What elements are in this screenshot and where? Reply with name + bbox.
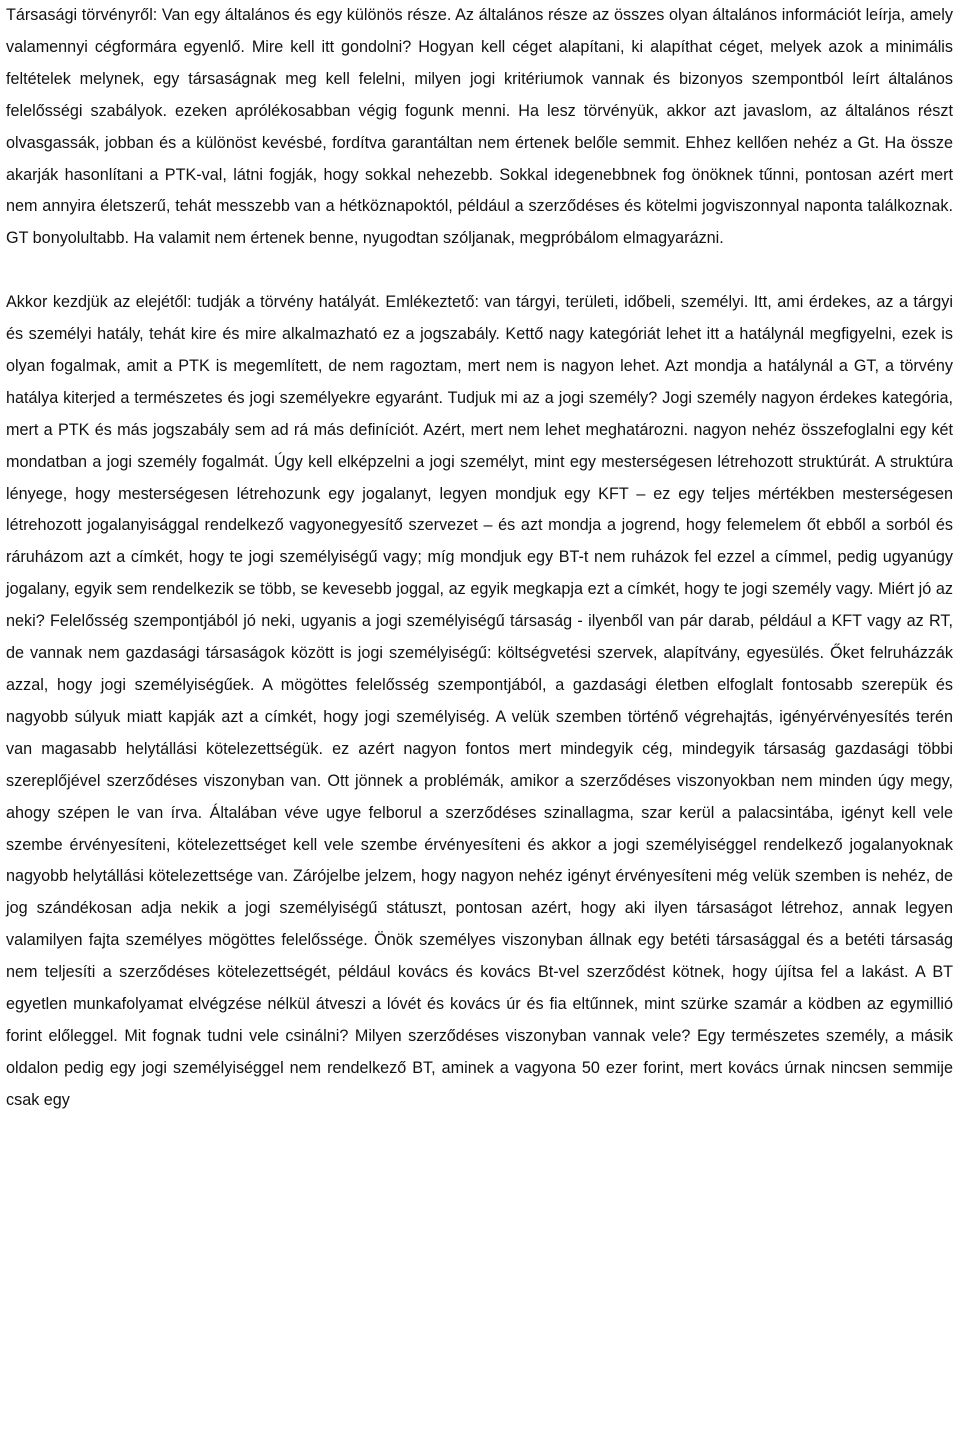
paragraph-scope: Akkor kezdjük az elejétől: tudják a törvény hatályát. Emlékeztető: van tárgyi, területi, időbeli, személyi. Itt, ami érdekes, az a tárgyi és személyi hatály, tehát kire és mire alkalmazható ez a jogszabály. Kettő nagy kategóriát lehet itt a hatálynál megfigyelni, ezek is olyan fogalmak, amit a PTK is megemlített, de nem ragoztam, mert nem is nagyon lehet. Azt mondja a hatálynál a GT, a törvény hatálya kiterjed a természetes és jogi személyekre egyaránt. Tudjuk mi az a jogi személy? Jogi személy nagyon érdekes kategória, mert a PTK és más jogszabály sem ad rá más definíciót. Azért, mert nem lehet meghatározni. nagyon nehéz összefoglalni egy két mondatban a jogi személy fogalmát. Úgy kell elképzelni a jogi személyt, mint egy mesterségesen létrehozott struktúrát. A struktúra lényege, hogy mesterségesen létrehozunk egy jogalanyt, legyen mondjuk egy KFT – ez egy teljes mértékben mesterségesen létrehozott jogalanyisággal rendelkező vagyonegyesítő szervezet – és azt mondja a jogrend, hogy felemelem őt ebből a sorból és ráruházom azt a címkét, hogy te jogi személyiségű vagy; míg mondjuk egy BT-t nem ruházok fel ezzel a címmel, pedig ugyanúgy jogalany, egyik sem rendelkezik se több, se kevesebb joggal, az egyik megkapja ezt a címkét, hogy te jogi személy vagy. Miért jó az neki? Felelősség szempontjából jó neki, ugyanis a jogi személyiségű társaság - ilyenből van pár darab, például a KFT vagy az RT, de vannak nem gazdasági társaságok között is jogi személyiségű: költségvetési szervek, alapítvány, egyesülés. Őket felruházzák azzal, hogy jogi személyiségűek. A mögöttes felelősség szempontjából, a gazdasági életben elfoglalt fontosabb szerepük és nagyobb súlyuk miatt kapják azt a címkét, hogy jogi személyiség. A velük szemben történő végrehajtás, igényérvényesítés terén van magasabb helytállási kötelezettségük. ez azért nagyon fontos mert mindegyik cég, mindegyik társaság gazdasági többi szereplőjével szerződéses viszonyban van. Ott jönnek a problémák, amikor a szerződéses viszonyokban nem minden úgy megy, ahogy szépen le van írva. Általában véve ugye felborul a szerződéses szinallagma, szar kerül a palacsintába, igényt kell vele szembe érvényesíteni, kötelezettséget kell vele szembe érvényesíteni és akkor a jogi személyiséggel rendelkező jogalanyoknak nagyobb helytállási kötelezettsége van. Zárójelbe jelzem, hogy nagyon nehéz igényt érvényesíteni még velük szemben is nehéz, de jog szándékosan adja nekik a jogi személyiségű státuszt, pontosan azért, hogy aki ilyen társaságot létrehoz, annak legyen valamilyen fajta személyes mögöttes felelőssége. Önök személyes viszonyban állnak egy betéti társasággal és a betéti társaság nem teljesíti a szerződéses kötelezettségét, például kovács és kovács Bt-vel szerződést kötnek, hogy újítsa fel a lakást. A BT egyetlen munkafolyamat elvégzése nélkül átveszi a lóvét és kovács úr és fia eltűnnek, mint szürke szamár a ködben az egymillió forint előleggel. Mit fognak tudni vele csinálni? Milyen szerződéses viszonyban vannak vele? Egy természetes személy, a másik oldalon pedig egy jogi személyiséggel nem rendelkező BT, aminek a vagyona 50 ezer forint, mert kovács úrnak nincsen semmije csak egy bbox=[6, 293, 953, 1109]
paragraph-intro: Társasági törvényről: Van egy általános és egy különös része. Az általános része az összes olyan általános információt leírja, amely valamennyi cégformára egyenlő. Mire kell itt gondolni? Hogyan kell céget alapítani, ki alapíthat céget, melyek azok a minimális feltételek melynek, egy társaságnak meg kell felelni, milyen jogi kritériumok vannak és bizonyos szempontból leírt általános felelősségi szabályok. ezeken aprólékosabban végig fogunk menni. Ha lesz törvényük, akkor azt javaslom, az általános részt olvasgassák, jobban és a különöst kevésbé, fordítva garantáltan nem értenek belőle semmit. Ehhez kellően nehéz a Gt. Ha össze akarják hasonlítani a PTK-val, látni fogják, hogy sokkal nehezebb. Sokkal idegenebbnek fog önöknek tűnni, pontosan azért mert nem annyira életszerű, tehát messzebb van a hétköznapoktól, például a szerződéses és kötelmi jogviszonnyal naponta találkoznak. GT bonyolultabb. Ha valamit nem értenek benne, nyugodtan szóljanak, megpróbálom elmagyarázni. bbox=[6, 6, 953, 248]
